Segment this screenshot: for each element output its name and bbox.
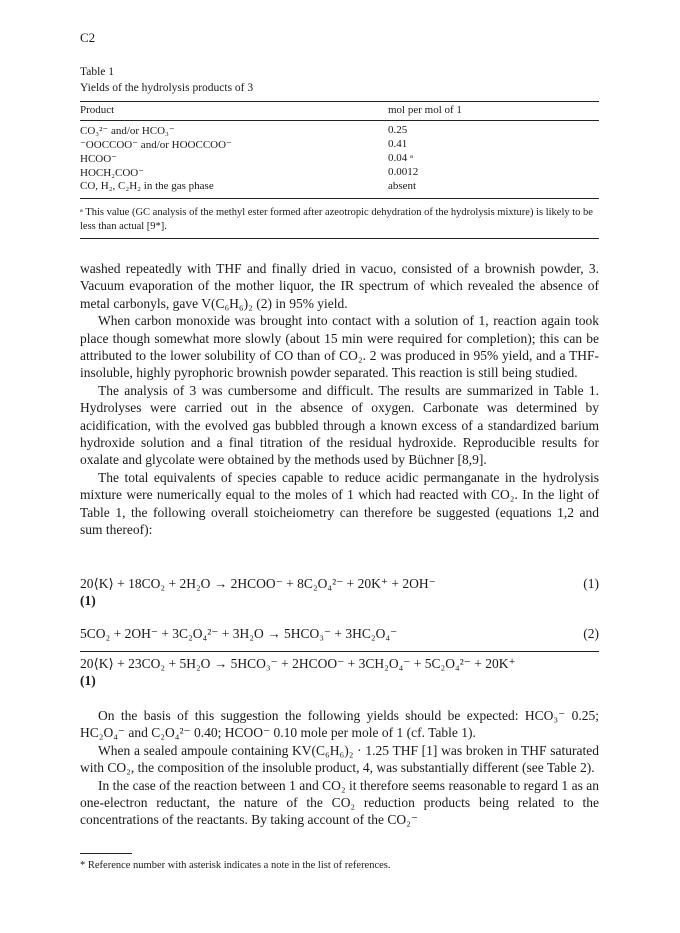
body-text-lower [80, 707, 599, 829]
equation-sum [80, 656, 599, 672]
table-bottom-rule [80, 198, 599, 199]
paragraph: The total equivalents of species capable to reduce acidic permanganate in the hydrolysis mixture were numerically equal to the moles of 1 which had reacted with CO₂. In the light of Table 1, the following overall stoicheiometry can therefore be suggested (equations 1,2 and sum thereof): [80, 469, 599, 538]
paragraph: The analysis of 3 was cumbersome and difficult. The results are summarized in Table 1. Hydrolyses were carried out in the absence of oxygen. Carbonate was determined by acidification, with the evolved gas bubbled through a known excess of a standardized barium hydroxide solution and a final titration of the residual hydroxide. Reproducible results for oxalate and glycolate were obtained by the methods used by Büchner [8,9]. [80, 382, 599, 468]
equation-1 [80, 576, 599, 592]
table-cell-product: CO, H₂, C₂H₂ in the gas phase [80, 180, 214, 192]
page-footnote: * Reference number with asterisk indicates a note in the list of references. [80, 860, 391, 871]
table-header-product: Product [80, 104, 115, 116]
table-cell-value: 0.41 [388, 138, 408, 150]
paragraph: When carbon monoxide was brought into contact with a solution of 1, reaction again took place though somewhat more slowly (about 15 min were required for completion); this can be attributed to the lower solubility of CO than of CO₂. 2 was produced in 95% yield, and a THF-insoluble, highly pyrophoric brownish powder separated. This reaction is still being studied. [80, 313, 599, 381]
table-footnote: ᵃ This value (GC analysis of the methyl ester formed after azeotropic dehydration of the hydrolysis mixture) is likely to be less than actual [9*]. [80, 207, 593, 232]
table-cell-product: ⁻OOCCOO⁻ and/or HOOCCOO⁻ [80, 139, 232, 151]
equation-2 [80, 626, 599, 642]
equation-number: (1) [583, 576, 599, 591]
equation-text: 20⟨K⟩ + 23CO₂ + 5H₂O → 5HCO₃⁻ + 2HCOO⁻ + 3CH₂O₄⁻ + 5C₂O₄²⁻ + 20K⁺ [80, 656, 516, 671]
table-caption: Yields of the hydrolysis products of 3 [80, 82, 254, 94]
paragraph: washed repeatedly with THF and finally dried in vacuo, consisted of a brownish powder, 3. Vacuum evaporation of the mother liquor, the IR spectrum of which revealed the absence of metal carbonyls, gave V(C₆H₆)₂ (2) in 95% yield. [80, 261, 599, 311]
table-header-rule [80, 120, 599, 121]
paragraph: On the basis of this suggestion the following yields should be expected: HCO₃⁻ 0.25; HC₂O₄⁻ and C₂O₄²⁻ 0.40; HCOO⁻ 0.10 mole per mole of 1 (cf. Table 1). [80, 708, 599, 741]
table-top-rule [80, 101, 599, 102]
table-cell-value: 0.0012 [388, 166, 419, 178]
table-cell-value: 0.04 ᵃ [388, 152, 414, 164]
table-cell-value: 0.25 [388, 124, 408, 136]
page-number: C2 [80, 30, 96, 45]
table-cell-value: absent [388, 180, 417, 192]
equation-text: 20⟨K⟩ + 18CO₂ + 2H₂O → 2HCOO⁻ + 8C₂O₄²⁻ + 20K⁺ + 2OH⁻ [80, 576, 436, 591]
equation-number: (2) [583, 626, 599, 641]
table-cell-product: HCOO⁻ [80, 153, 117, 165]
table-end-rule [80, 238, 599, 239]
paragraph: When a sealed ampoule containing KV(C₆H₆)₂ · 1.25 THF [1] was broken in THF saturated with CO₂, the composition of the insoluble product, 4, was substantially different (see Table 2). [80, 742, 599, 776]
table-cell-product: HOCH₂COO⁻ [80, 167, 145, 179]
equation-1-subscript: (1) [80, 593, 96, 608]
body-text-upper [80, 260, 599, 539]
table-header-mol: mol per mol of 1 [388, 104, 462, 116]
equation-sum-subscript: (1) [80, 673, 96, 688]
sum-rule [80, 651, 599, 652]
paragraph: In the case of the reaction between 1 and CO₂ it therefore seems reasonable to regard 1 as an one-electron reductant, the nature of the CO₂ reduction products being related to the concentrations of the reactants. By taking account of the CO₂⁻ [80, 777, 599, 828]
footnote-rule [80, 853, 132, 854]
table-label: Table 1 [80, 66, 115, 78]
table-cell-product: CO₃²⁻ and/or HCO₃⁻ [80, 125, 175, 137]
equation-text: 5CO₂ + 2OH⁻ + 3C₂O₄²⁻ + 3H₂O → 5HCO₃⁻ + 3HC₂O₄⁻ [80, 626, 398, 641]
